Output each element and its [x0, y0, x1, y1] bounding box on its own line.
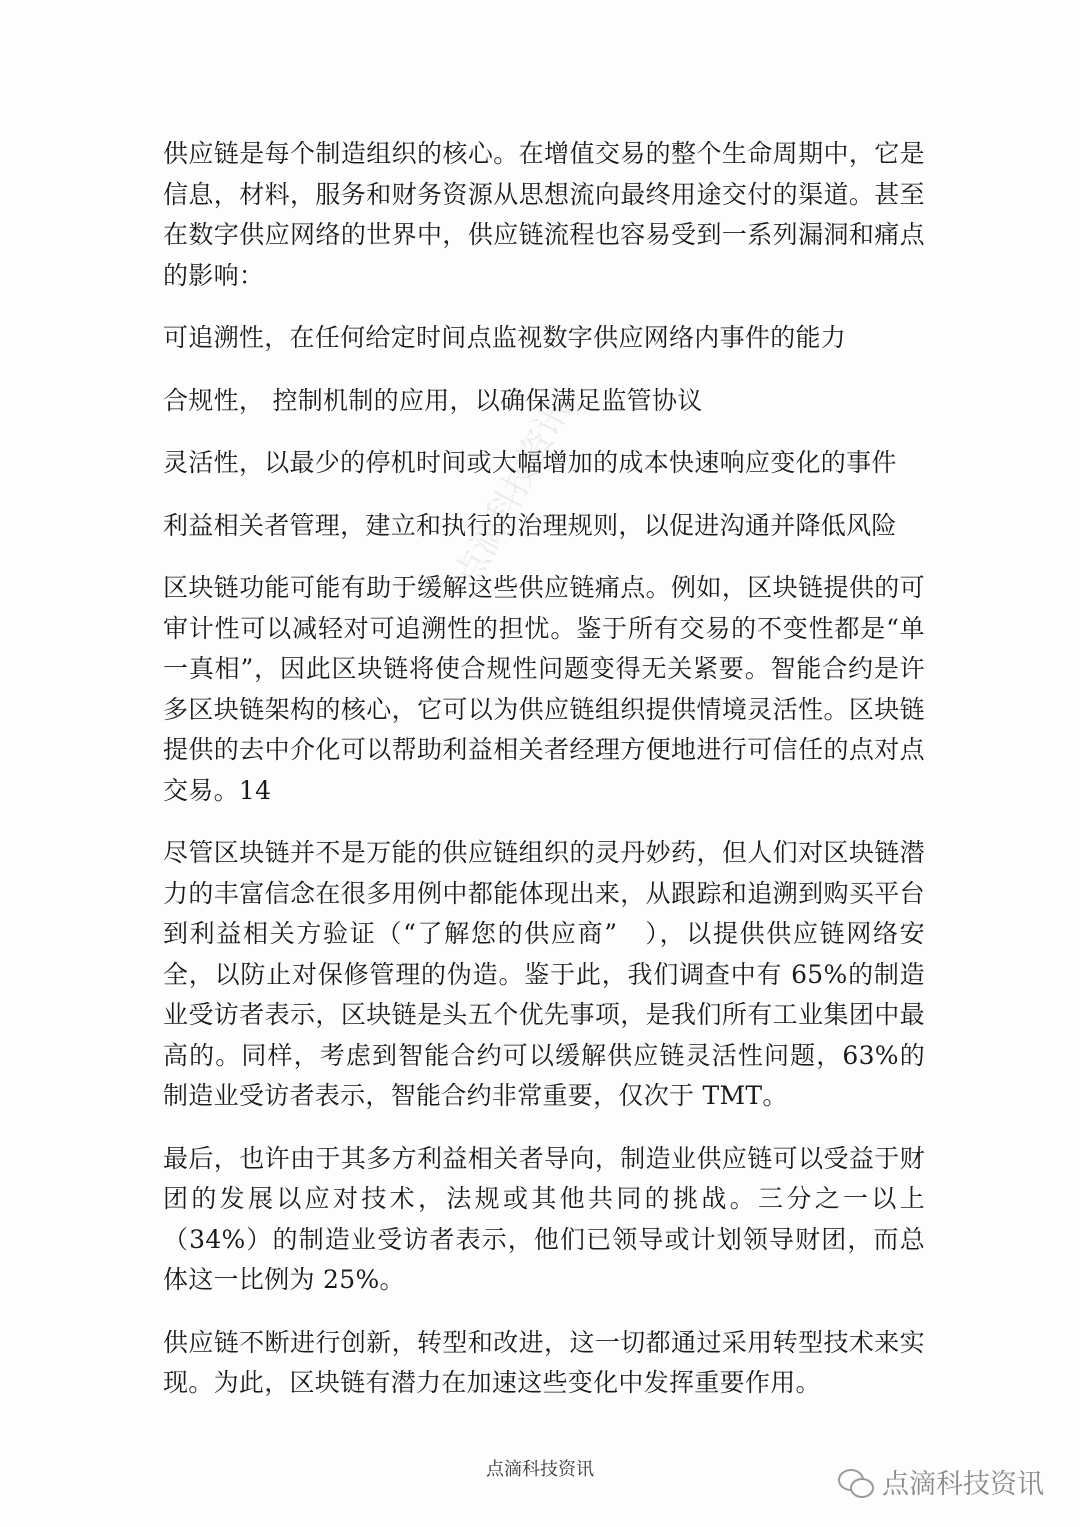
- paragraph-blockchain-features: 区块链功能可能有助于缓解这些供应链痛点。例如，区块链提供的可审计性可以减轻对可追溯性的担忧。鉴于所有交易的不变性都是“单一真相”，因此区块链将使合规性问题变得无关紧要。智能合约是许多区块链架构的核心，它可以为供应链组织提供情境灵活性。区块链提供的去中介化可以帮助利益相关者经理方便地进行可信任的点对点交易。14: [163, 573, 925, 805]
- watermark-text: 点滴科技资讯: [447, 393, 579, 593]
- paragraph-conclusion: 供应链不断进行创新，转型和改进，这一切都通过采用转型技术来实现。为此，区块链有潜力在加速这些变化中发挥重要作用。: [163, 1327, 925, 1397]
- paragraph-survey: 尽管区块链并不是万能的供应链组织的灵丹妙药，但人们对区块链潜力的丰富信念在很多用例中都能体现出来，从跟踪和追溯到购买平台到利益相关方验证（“了解您的供应商” ），以提供供应链网络安全，以防止对保修管理的伪造。鉴于此，我们调查中有 65%的制造业受访者表示，区块链是头五个优先事项，是我们所有工业集团中最高的。同样，考虑到智能合约可以缓解供应链灵活性问题，63%的制造业受访者表示，智能合约非常重要，仅次于 TMT。: [163, 838, 925, 1110]
- document-body: [163, 134, 925, 1426]
- paragraph-stakeholder: 利益相关者管理，建立和执行的治理规则，以促进沟通并降低风险: [163, 510, 897, 540]
- paragraph-consortium: 最后，也许由于其多方利益相关者导向，制造业供应链可以受益于财团的发展以应对技术，法规或其他共同的挑战。三分之一以上（34%）的制造业受访者表示，他们已领导或计划领导财团，而总体这一比例为 25%。: [163, 1143, 925, 1294]
- footer-brand: [838, 1462, 1044, 1501]
- wechat-icon: [838, 1467, 874, 1497]
- paragraph-compliance: 合规性， 控制机制的应用，以确保满足监管协议: [163, 385, 703, 415]
- paragraph-traceability: 可追溯性，在任何给定时间点监视数字供应网络内事件的能力: [163, 323, 847, 352]
- paragraph-intro: 供应链是每个制造组织的核心。在增值交易的整个生命周期中，它是信息，材料，服务和财务资源从思想流向最终用途交付的渠道。甚至在数字供应网络的世界中，供应链流程也容易受到一系列漏洞和痛点的影响：: [163, 139, 925, 290]
- page-footer-label: 点滴科技资讯: [486, 1459, 594, 1480]
- paragraph-flexibility: 灵活性，以最少的停机时间或大幅增加的成本快速响应变化的事件: [163, 448, 897, 477]
- footer-brand-name: 点滴科技资讯: [882, 1469, 1044, 1500]
